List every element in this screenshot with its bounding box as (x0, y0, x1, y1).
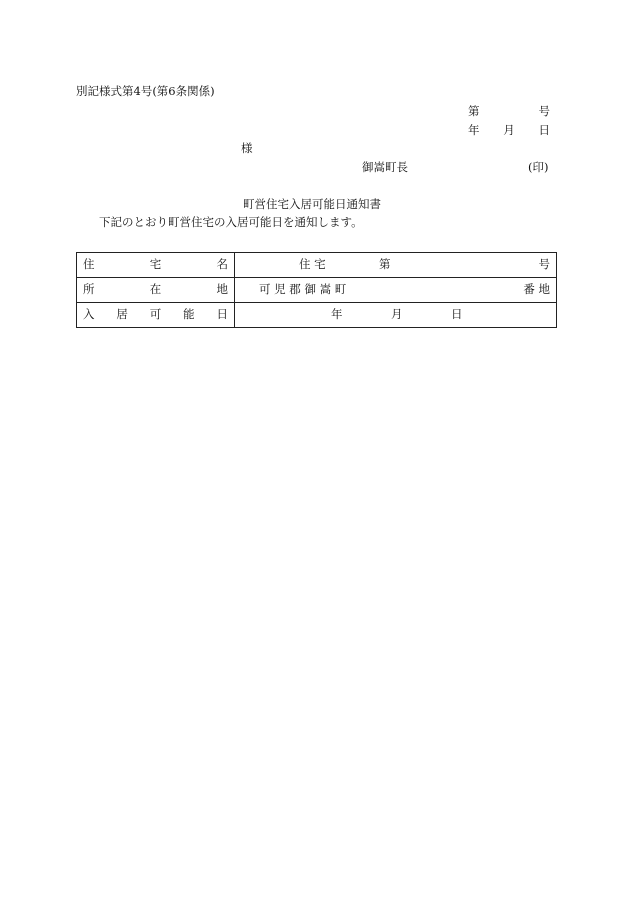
number-dai: 第 (468, 104, 480, 118)
value-location (235, 278, 557, 303)
addressee-suffix: 様 (241, 141, 253, 155)
label-char: 能 (183, 307, 195, 322)
date-year: 年 (468, 123, 480, 137)
intro-text: 下記のとおり町営住宅の入居可能日を通知します。 (99, 215, 363, 229)
form-number: 別記様式第4号(第6条関係) (76, 84, 215, 98)
table-row (77, 253, 557, 278)
label-char: 居 (116, 307, 128, 322)
location-place: 可 児 郡 御 嵩 町 (259, 282, 347, 296)
move-in-year: 年 (331, 307, 343, 321)
label-char: 地 (216, 282, 228, 297)
label-char: 住 (83, 257, 95, 272)
date-line (468, 125, 550, 137)
document-title: 町営住宅入居可能日通知書 (243, 197, 381, 211)
label-location (77, 278, 235, 303)
table-row (77, 303, 557, 328)
location-banchi: 番 地 (523, 282, 550, 296)
housing-go: 号 (538, 257, 550, 271)
sender: 御嵩町長 (362, 160, 408, 174)
label-char: 在 (149, 282, 162, 297)
label-housing-name (77, 253, 235, 278)
date-month: 月 (503, 123, 515, 137)
housing-dai: 第 (379, 257, 391, 271)
move-in-month: 月 (391, 307, 403, 321)
label-char: 日 (216, 307, 228, 322)
table-row (77, 278, 557, 303)
label-move-in-date (77, 303, 235, 328)
number-line (468, 106, 550, 118)
label-char: 名 (216, 257, 228, 272)
date-day: 日 (538, 123, 550, 137)
value-move-in-date (235, 303, 557, 328)
label-char: 所 (83, 282, 95, 297)
value-housing-name (235, 253, 557, 278)
move-in-day: 日 (451, 307, 463, 321)
label-char: 可 (149, 307, 162, 322)
info-table (76, 252, 557, 328)
seal: (印) (528, 160, 549, 174)
label-char: 宅 (149, 257, 162, 272)
number-go: 号 (538, 104, 550, 118)
label-char: 入 (83, 307, 95, 322)
housing-prefix: 住 宅 (299, 257, 326, 271)
